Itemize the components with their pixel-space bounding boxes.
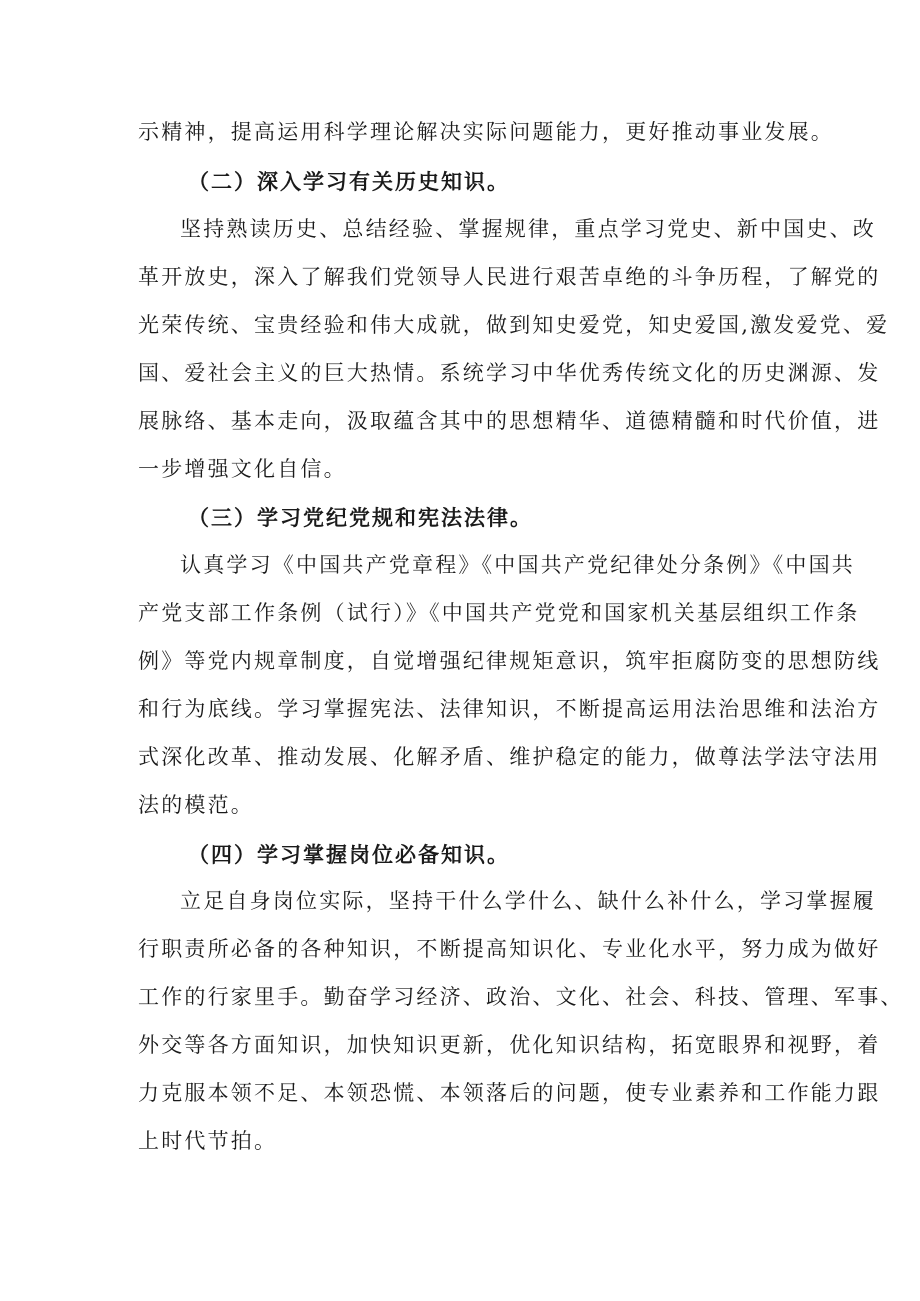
paragraph-line: 展脉络、基本走向，汲取蕴含其中的思想精华、道德精髓和时代价值，进 [138, 409, 881, 433]
paragraph-line: 坚持熟读历史、总结经验、掌握规律，重点学习党史、新中国史、改 [180, 217, 876, 241]
paragraph-line: 认真学习《中国共产党章程》《中国共产党纪律处分条例》《中国共 [180, 553, 855, 577]
paragraph-line: 革开放史，深入了解我们党领导人民进行艰苦卓绝的斗争历程，了解党的 [138, 265, 881, 289]
paragraph-line: 立足自身岗位实际，坚持干什么学什么、缺什么补什么，学习掌握履 [180, 889, 876, 913]
paragraph-line: 产党支部工作条例（试行）》《中国共产党党和国家机关基层组织工作条 [138, 601, 860, 625]
paragraph-line: 法的模范。 [138, 793, 254, 817]
section-heading-4: （四）学习掌握岗位必备知识。 [188, 842, 510, 867]
paragraph-line: 国、爱社会主义的巨大热情。系统学习中华优秀传统文化的历史渊源、发 [138, 361, 881, 385]
paragraph-line: 一步增强文化自信。 [138, 457, 347, 481]
paragraph-line: 工作的行家里手。勤奋学习经济、政治、文化、社会、科技、管理、军事、 [138, 985, 904, 1009]
section-heading-3: （三）学习党纪党规和宪法法律。 [188, 505, 533, 530]
paragraph-line: 光荣传统、宝贵经验和伟大成就，做到知史爱党，知史爱国,激发爱党、爱 [138, 313, 890, 337]
paragraph-line: 上时代节拍。 [138, 1129, 278, 1153]
section-heading-2: （二）深入学习有关历史知识。 [188, 169, 510, 194]
paragraph-line: 例》等党内规章制度，自觉增强纪律规矩意识，筑牢拒腐防变的思想防线 [138, 649, 881, 673]
paragraph-line: 和行为底线。学习掌握宪法、法律知识，不断提高运用法治思维和法治方 [138, 697, 881, 721]
paragraph-line: 力克服本领不足、本领恐慌、本领落后的问题，使专业素养和工作能力跟 [138, 1081, 881, 1105]
paragraph-line: 外交等各方面知识，加快知识更新，优化知识结构，拓宽眼界和视野，着 [138, 1033, 881, 1057]
paragraph-line: 示精神，提高运用科学理论解决实际问题能力，更好推动事业发展。 [138, 120, 834, 144]
paragraph-line: 式深化改革、推动发展、化解矛盾、维护稳定的能力，做尊法学法守法用 [138, 745, 881, 769]
paragraph-line: 行职责所必备的各种知识，不断提高知识化、专业化水平，努力成为做好 [138, 937, 881, 961]
